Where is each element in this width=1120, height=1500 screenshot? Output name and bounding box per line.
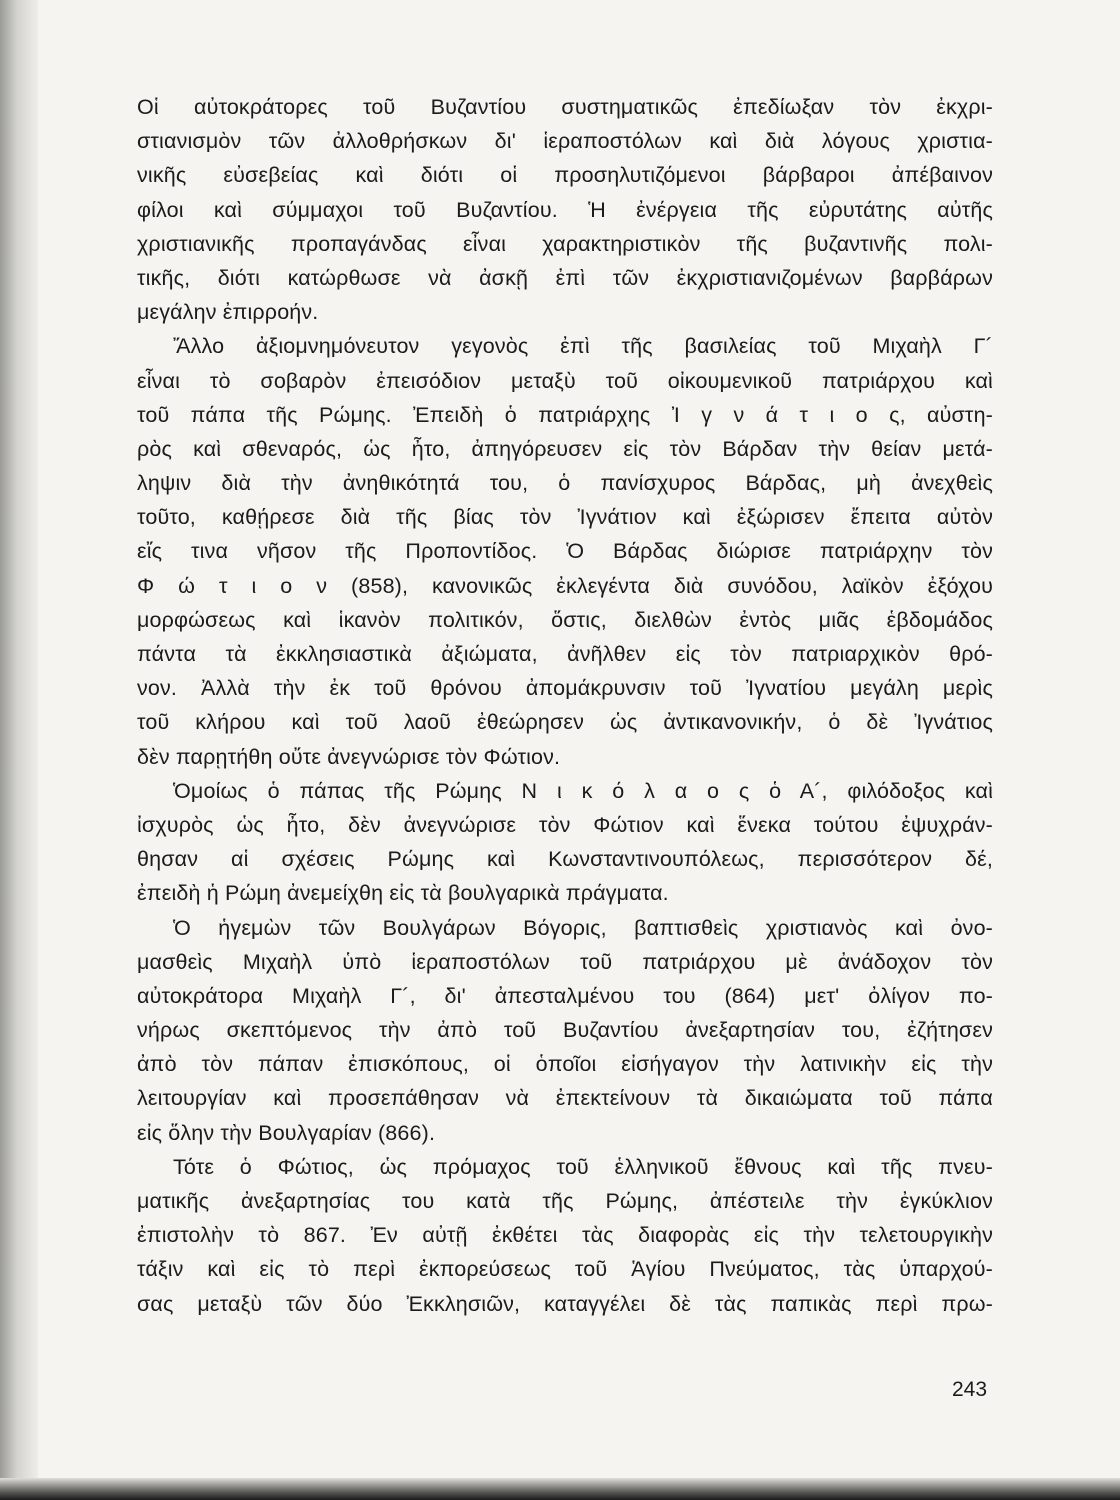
text-line: Οἱ αὐτοκράτορες τοῦ Βυζαντίου συστηματικῶς ἐπεδίωξαν τὸν ἐκχρι-: [137, 95, 993, 119]
text-line: μεγάλην ἐπιρροήν.: [137, 300, 319, 325]
text-line: εἶναι τὸ σοβαρὸν ἐπεισόδιον μεταξὺ τοῦ οἰκουμενικοῦ πατριάρχου καὶ: [137, 368, 993, 393]
page-number: 243: [952, 1378, 988, 1401]
text-line: μασθεὶς Μιχαὴλ ὑπὸ ἱεραποστόλων τοῦ πατριάρχου μὲ ἀνάδοχον τὸν: [137, 949, 993, 974]
text-line: φίλοι καὶ σύμμαχοι τοῦ Βυζαντίου. Ἡ ἐνέργεια τῆς εὐρυτάτης αὐτῆς: [137, 197, 993, 222]
text-line: ἰσχυρὸς ὡς ἦτο, δὲν ἀνεγνώρισε τὸν Φώτιον καὶ ἕνεκα τούτου ἐψυχράν-: [137, 812, 993, 837]
text-line: ἀπὸ τὸν πάπαν ἐπισκόπους, οἱ ὁποῖοι εἰσήγαγον τὴν λατινικὴν εἰς τὴν: [137, 1052, 993, 1077]
text-line: ματικῆς ἀνεξαρτησίας του κατὰ τῆς Ρώμης, ἀπέστειλε τὴν ἐγκύκλιον: [137, 1189, 993, 1213]
text-line: εἴς τινα νῆσον τῆς Προποντίδος. Ὁ Βάρδας διώρισε πατριάρχην τὸν: [137, 539, 993, 564]
text-line: μορφώσεως καὶ ἱκανὸν πολιτικόν, ὅστις, διελθὼν ἐντὸς μιᾶς ἑβδομάδος: [137, 607, 993, 632]
text-line: Ἄλλο ἀξιομνημόνευτον γεγονὸς ἐπὶ τῆς βασιλείας τοῦ Μιχαὴλ Γ´: [173, 334, 993, 359]
text-line: χριστιανικῆς προπαγάνδας εἶναι χαρακτηριστικὸν τῆς βυζαντινῆς πολι-: [137, 231, 993, 256]
text-line: σας μεταξὺ τῶν δύο Ἐκκλησιῶν, καταγγέλει δὲ τὰς παπικὰς περὶ πρω-: [137, 1291, 993, 1316]
text-line: νον. Ἀλλὰ τὴν ἐκ τοῦ θρόνου ἀπομάκρυνσιν τοῦ Ἰγνατίου μεγάλη μερὶς: [137, 676, 993, 701]
text-line: τοῦ κλήρου καὶ τοῦ λαοῦ ἐθεώρησεν ὡς ἀντικανονικήν, ὁ δὲ Ἰγνάτιος: [137, 710, 993, 735]
page-bottom-shadow: [0, 1478, 1120, 1500]
text-line: πάντα τὰ ἐκκλησιαστικὰ ἀξιώματα, ἀνῆλθεν εἰς τὸν πατριαρχικὸν θρό-: [137, 642, 993, 666]
text-line: αὐτοκράτορα Μιχαὴλ Γ´, δι' ἀπεσταλμένου του (864) μετ' ὀλίγον πο-: [137, 983, 993, 1008]
text-line: Τότε ὁ Φώτιος, ὡς πρόμαχος τοῦ ἑλληνικοῦ ἔθνους καὶ τῆς πνευ-: [173, 1154, 993, 1179]
text-line: τοῦτο, καθῄρεσε διὰ τῆς βίας τὸν Ἰγνάτιον καὶ ἐξώρισεν ἔπειτα αὐτὸν: [137, 505, 993, 530]
text-line: εἰς ὅλην τὴν Βουλγαρίαν (866).: [137, 1120, 436, 1145]
text-line: νικῆς εὐσεβείας καὶ διότι οἱ προσηλυτιζόμενοι βάρβαροι ἀπέβαινον: [137, 163, 993, 188]
text-line: θησαν αἱ σχέσεις Ρώμης καὶ Κωνσταντινουπόλεως, περισσότερον δέ,: [137, 847, 993, 872]
text-line: τικῆς, διότι κατώρθωσε νὰ ἀσκῇ ἐπὶ τῶν ἐκχριστιανιζομένων βαρβάρων: [137, 265, 993, 290]
text-line: Ὁ ἡγεμὼν τῶν Βουλγάρων Βόγορις, βαπτισθεὶς χριστιανὸς καὶ ὀνο-: [173, 915, 993, 940]
text-line: τάξιν καὶ εἰς τὸ περὶ ἐκπορεύσεως τοῦ Ἁγίου Πνεύματος, τὰς ὑπαρχού-: [137, 1257, 993, 1282]
text-line: ρὸς καὶ σθεναρός, ὡς ἦτο, ἀπηγόρευσεν εἰς τὸν Βάρδαν τὴν θείαν μετά-: [137, 436, 993, 461]
text-line: ληψιν διὰ τὴν ἀνηθικότητά του, ὁ πανίσχυρος Βάρδας, μὴ ἀνεχθεὶς: [137, 471, 993, 496]
text-line: ἐπειδὴ ἡ Ρώμη ἀνεμείχθη εἰς τὰ βουλγαρικὰ πράγματα.: [137, 881, 669, 906]
text-line: Ὁμοίως ὁ πάπας τῆς Ρώμης Ν ι κ ό λ α ο ς ὁ Α´, φιλόδοξος καὶ: [173, 778, 993, 803]
body-text: [137, 90, 993, 1321]
text-line: λειτουργίαν καὶ προσεπάθησαν νὰ ἐπεκτείνουν τὰ δικαιώματα τοῦ πάπα: [137, 1086, 993, 1111]
text-line: τοῦ πάπα τῆς Ρώμης. Ἐπειδὴ ὁ πατριάρχης Ἰ γ ν ά τ ι ο ς, αὐστη-: [137, 402, 993, 427]
text-line: Φ ώ τ ι ο ν (858), κανονικῶς ἐκλεγέντα διὰ συνόδου, λαϊκὸν ἐξόχου: [137, 573, 993, 598]
text-line: δὲν παρῃτήθη οὔτε ἀνεγνώρισε τὸν Φώτιον.: [137, 744, 561, 769]
text-line: ἐπιστολὴν τὸ 867. Ἐν αὐτῇ ἐκθέτει τὰς διαφορὰς εἰς τὴν τελετουργικὴν: [137, 1223, 993, 1248]
text-line: στιανισμὸν τῶν ἀλλοθρήσκων δι' ἱεραποστόλων καὶ διὰ λόγους χριστια-: [137, 129, 993, 154]
page-binding-shadow: [0, 0, 38, 1500]
text-line: νήρως σκεπτόμενος τὴν ἀπὸ τοῦ Βυζαντίου ἀνεξαρτησίαν του, ἐζήτησεν: [137, 1018, 993, 1043]
